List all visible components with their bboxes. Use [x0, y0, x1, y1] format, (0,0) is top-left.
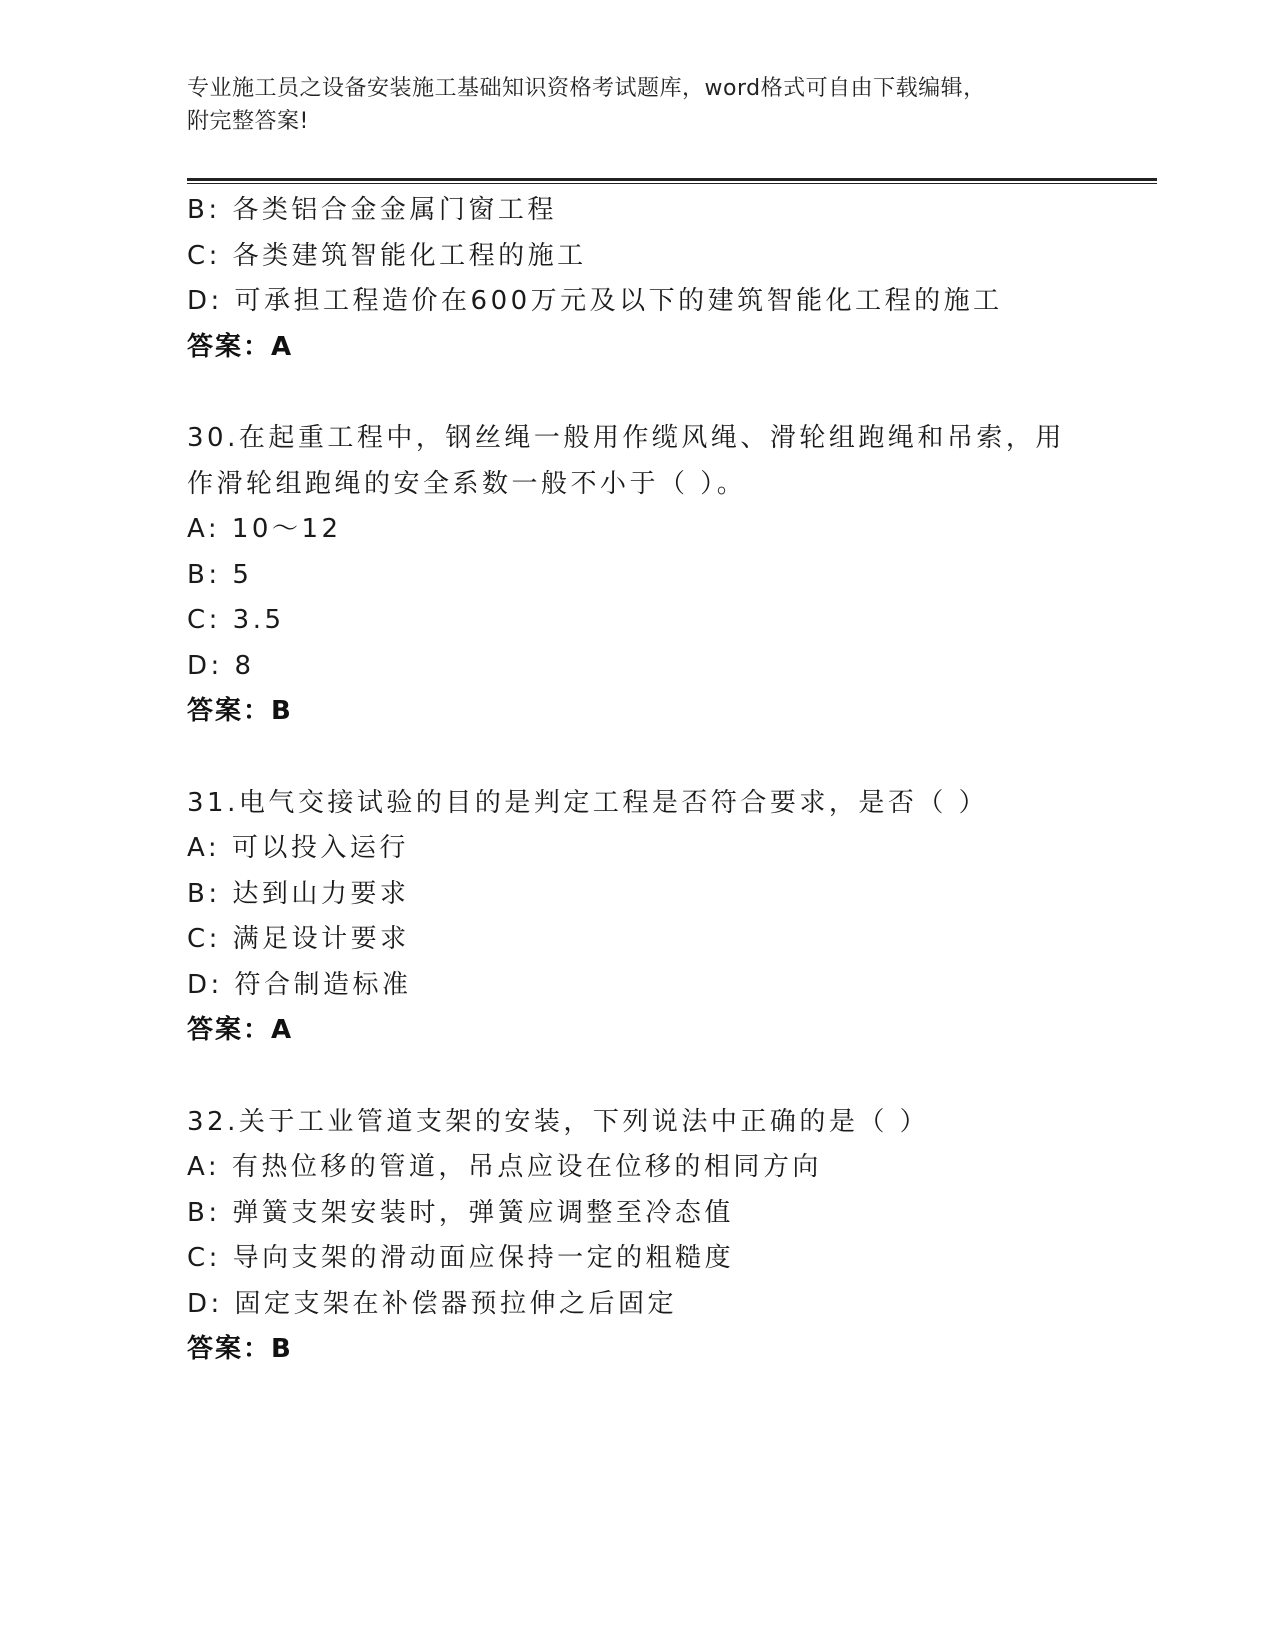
question-text: 32.关于工业管道支架的安装，下列说法中正确的是（ ）: [187, 1106, 930, 1137]
answer-line: 答案：B: [187, 696, 293, 726]
option-d: D: 可承担工程造价在600万元及以下的建筑智能化工程的施工: [187, 286, 1003, 316]
header-line-2: 附完整答案!: [187, 109, 309, 134]
header-line-1: 专业施工员之设备安装施工基础知识资格考试题库，word格式可自由下载编辑，: [187, 76, 986, 101]
option-b: B: 达到山力要求: [187, 878, 410, 909]
question-text: 30.在起重工程中，钢丝绳一般用作缆风绳、滑轮组跑绳和吊索，用作滑轮组跑绳的安全系数一般不小于（ ）。: [187, 423, 1065, 499]
answer-line: 答案：A: [187, 331, 294, 362]
spacer: [187, 735, 1147, 781]
answer-line: 答案：B: [187, 1334, 293, 1364]
option-b: B: 各类铝合金金属门窗工程: [187, 195, 557, 225]
answer-line: 答案：A: [187, 1015, 294, 1045]
spacer: [187, 1054, 1147, 1100]
option-a: A: 可以投入运行: [187, 833, 409, 863]
spacer: [187, 370, 1147, 416]
header-divider-thick: [187, 178, 1157, 181]
header-divider-thin: [187, 183, 1157, 184]
option-b: B: 弹簧支架安装时，弹簧应调整至冷态值: [187, 1197, 734, 1228]
question-list: [187, 188, 1147, 1373]
question-block-29-continued: [187, 188, 1147, 370]
option-a: A: 10～12: [187, 514, 342, 544]
option-c: C: 3.5: [187, 605, 285, 635]
option-b: B: 5: [187, 559, 253, 590]
option-d: D: 固定支架在补偿器预拉伸之后固定: [187, 1288, 678, 1319]
document-header: [187, 72, 1087, 138]
option-c: C: 各类建筑智能化工程的施工: [187, 240, 587, 271]
question-text: 31.电气交接试验的目的是判定工程是否符合要求，是否（ ）: [187, 787, 989, 818]
option-d: D: 8: [187, 650, 255, 681]
question-block-32: [187, 1100, 1147, 1373]
question-block-31: [187, 781, 1147, 1054]
option-a: A: 有热位移的管道，吊点应设在位移的相同方向: [187, 1152, 822, 1182]
option-d: D: 符合制造标准: [187, 969, 412, 1000]
question-block-30: [187, 416, 1147, 735]
option-c: C: 导向支架的滑动面应保持一定的粗糙度: [187, 1243, 735, 1273]
option-c: C: 满足设计要求: [187, 924, 410, 954]
